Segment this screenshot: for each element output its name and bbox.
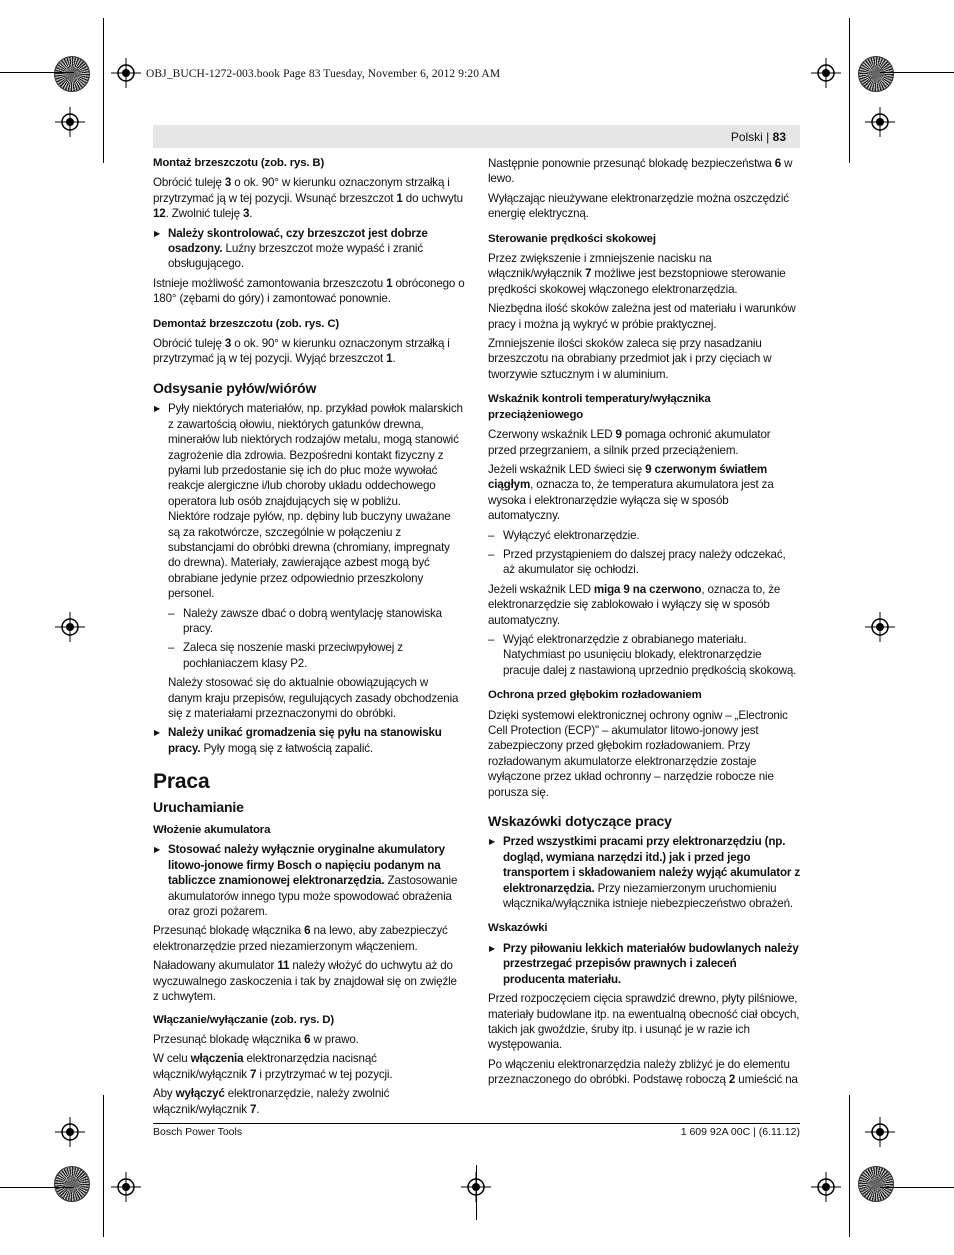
subsection-heading: Wskazówki — [488, 922, 548, 935]
color-wheel-mark — [54, 56, 90, 92]
subsection-heading: Włączanie/wyłączanie (zob. rys. D) — [153, 1013, 335, 1026]
registration-mark-icon — [811, 58, 841, 88]
registration-mark-icon — [865, 612, 895, 642]
crop-line — [880, 1187, 954, 1188]
paragraph: Niektóre rodzaje pyłów, np. dębiny lub buczyny uważane są za rakotwórcze, szczególnie w połączeniu z substancjami do obróbki drewna (chromiany, impregnaty do drewna). Materiały, zawierające azbest mogą być obrabiane jedynie przez odpowiednio przeszkolony personel. — [168, 510, 451, 601]
subsection-heading: Włożenie akumulatora — [153, 824, 271, 837]
paragraph: Obrócić tuleję 3 o ok. 90° w kierunku oznaczonym strzałką i przytrzymać ją w tej pozycji. Wsunąć brzeszczot 1 do uchwytu 12. Zwolnić tuleję 3. — [153, 176, 463, 221]
paragraph: Niezbędna ilość skoków zależna jest od materiału i warunków pracy i można ją wykryć w próbie praktycznej. — [488, 302, 796, 331]
list-item: – Należy zawsze dbać o dobrą wentylację stanowiska pracy. — [168, 606, 465, 637]
section-heading: Wskaźnik kontroli temperatury/wyłącznika przeciążeniowego — [488, 393, 711, 421]
registration-mark-icon — [111, 58, 141, 88]
dash-list — [153, 606, 465, 672]
color-wheel-mark — [858, 56, 894, 92]
registration-mark-icon — [55, 1117, 85, 1147]
paragraph: Istnieje możliwość zamontowania brzeszczotu 1 obróconego o 180° (zębami do góry) i zamontować ponownie. — [153, 276, 465, 306]
paragraph: Aby wyłączyć elektronarzędzie, należy zwolnić włącznik/wyłącznik 7. — [153, 1087, 390, 1116]
book-info: OBJ_BUCH-1272-003.book Page 83 Tuesday, November 6, 2012 9:20 AM — [146, 68, 501, 80]
crop-line — [880, 72, 954, 73]
list-item: – Przed przystąpieniem do dalszej pracy należy odczekać, aż akumulator się ochłodzi. — [488, 547, 800, 578]
paragraph: Czerwony wskaźnik LED 9 pomaga ochronić akumulator przed przegrzaniem, a silnik przed przeciążeniem. — [488, 428, 771, 457]
paragraph: Należy stosować się do aktualnie obowiązujących w danym kraju przepisów, regulujących zasady obchodzenia się z materiałami przeznaczonymi do obróbki. — [168, 676, 459, 720]
paragraph: W celu włączenia elektronarzędzia nacisnąć włącznik/wyłącznik 7 i przytrzymać w tej pozycji. — [153, 1052, 393, 1081]
warning-item: ▶ Przed wszystkimi pracami przy elektronarzędziu (np. dogląd, wymiana narzędzi itd.) jak i przed jego transportem i składowaniem należy wyjąć akumulator z elektronarzędzia. Przy niezamierzonym uruchomieniu włącznika/wyłącznika istnieje niebezpieczeństwo obrażeń. — [488, 834, 800, 911]
header-separator: | — [762, 130, 773, 144]
page-header — [153, 125, 800, 148]
crop-line — [103, 18, 104, 163]
color-wheel-mark — [858, 1166, 894, 1202]
crop-line — [849, 1095, 850, 1237]
right-column — [488, 156, 800, 1092]
registration-mark-icon — [865, 1117, 895, 1147]
registration-mark-icon — [111, 1172, 141, 1202]
chapter-heading: Praca — [153, 770, 210, 794]
list-item: – Wyjąć elektronarzędzie z obrabianego materiału. — [488, 632, 800, 647]
footer-doc-id: 1 609 92A 00C | (6.11.12) — [680, 1126, 800, 1138]
crop-line — [103, 1095, 104, 1237]
language-label: Polski — [730, 130, 763, 144]
section-heading: Sterowanie prędkości skokowej — [488, 232, 656, 245]
section-heading: Uruchamianie — [153, 798, 244, 815]
warning-item: ▶ Pyły niektórych materiałów, np. przykład powłok malarskich z zawartością ołowiu, niektórych gatunków drewna, minerałów lub niektórych rodzajów metalu, mogą stanowić zagrożenie dla zdrowia. Bezpośredni kontakt fizyczny z pyłami lub przedostanie się ich do płuc może wywołać reakcje alergiczne i/lub choroby układu oddechowego operatora lub osób znajdujących się w pobliżu. — [153, 401, 465, 509]
registration-mark-icon — [865, 107, 895, 137]
list-item: – Wyłączyć elektronarzędzie. — [488, 528, 800, 543]
registration-mark-icon — [55, 107, 85, 137]
paragraph: Natychmiast po usunięciu blokady, elektronarzędzie pracuje dalej z nastawioną uprzednio prędkością skokową. — [503, 648, 797, 677]
paragraph: Jeżeli wskaźnik LED miga 9 na czerwono, oznacza to, że elektronarzędzie się zablokowało i wyłączy się w sposób automatyczny. — [488, 582, 781, 627]
registration-mark-icon — [55, 612, 85, 642]
color-wheel-mark — [54, 1166, 90, 1202]
warning-item: ▶ Należy unikać gromadzenia się pyłu na stanowisku pracy. Pyły mogą się z łatwością zapalić. — [153, 725, 465, 756]
paragraph: Dzięki systemowi elektronicznej ochrony ogniw – „Electronic Cell Protection (ECP)" – akumulator litowo-jonowy jest zabezpieczony przed głębokim rozładowaniem. Przy rozładowanym akumulatorze elektronarzędzie zostaje wyłączone przez układ ochronny – narzędzie robocze nie porusza się. — [488, 708, 788, 799]
warning-item: ▶ Należy skontrolować, czy brzeszczot jest dobrze osadzony. Luźny brzeszczot może wypaść i zranić obsługującego. — [153, 226, 465, 272]
page-number: 83 — [772, 130, 786, 144]
crop-line — [849, 18, 850, 163]
section-heading: Demontaż brzeszczotu (zob. rys. C) — [153, 317, 340, 330]
section-heading: Wskazówki dotyczące pracy — [488, 813, 672, 830]
section-heading: Odsysanie pyłów/wiórów — [153, 379, 317, 396]
paragraph: Przesunąć blokadę włącznika 6 w prawo. — [153, 1032, 359, 1046]
left-column — [153, 156, 465, 1121]
page-header-text — [731, 130, 786, 144]
paragraph: Przez zwiększenie i zmniejszenie nacisku na włącznik/wyłącznik 7 możliwe jest bezstopniowe sterowanie prędkości skokowej włączonego elektronarzędzia. — [488, 252, 786, 296]
section-heading: Ochrona przed głębokim rozładowaniem — [488, 689, 702, 702]
paragraph: Obrócić tuleję 3 o ok. 90° w kierunku oznaczonym strzałką i przytrzymać ją w tej pozycji. Wyjąć brzeszczot 1. — [153, 337, 450, 366]
crop-line — [0, 1187, 74, 1188]
crop-line — [0, 72, 74, 73]
paragraph: Przesunąć blokadę włącznika 6 na lewo, aby zabezpieczyć elektronarzędzie przed niezamierzonym włączeniem. — [153, 924, 448, 953]
paragraph: Jeżeli wskaźnik LED świeci się 9 czerwonym światłem ciągłym, oznacza to, że temperatura akumulatora jest za wysoka i elektronarzędzie wyłącza się w sposób automatyczny. — [488, 462, 774, 523]
paragraph: Następnie ponownie przesunąć blokadę bezpieczeństwa 6 w lewo. — [488, 157, 793, 186]
paragraph: Naładowany akumulator 11 należy włożyć do uchwytu aż do wyczuwalnego zaskoczenia i tak by znajdował się on zwięźle z uchwytem. — [153, 959, 457, 1004]
crop-line — [476, 1165, 477, 1220]
registration-mark-icon — [811, 1172, 841, 1202]
paragraph: Po włączeniu elektronarzędzia należy zbliżyć je do elementu przeznaczonego do obróbki. Podstawę roboczą 2 umieścić na — [488, 1057, 798, 1087]
warning-item: ▶ Przy piłowaniu lekkich materiałów budowlanych należy przestrzegać przepisów prawnych i zaleceń producenta materiału. — [488, 941, 800, 987]
paragraph: Zmniejszenie ilości skoków zaleca się przy nasadzaniu brzeszczotu na obrabiany przedmiot jak i przy cięciach w tworzywie sztucznym i w aluminium. — [488, 337, 772, 381]
paragraph: Wyłączając nieużywane elektronarzędzie można oszczędzić energię elektryczną. — [488, 191, 789, 221]
warning-item: ▶ Stosować należy wyłącznie oryginalne akumulatory litowo-jonowe firmy Bosch o napięciu podanym na tabliczce znamionowej elektronarzędzia. Zastosowanie akumulatorów innego typu może spowodować obrażenia oraz grozi pożarem. — [153, 842, 465, 919]
section-heading: Montaż brzeszczotu (zob. rys. B) — [153, 157, 325, 169]
list-item: – Zaleca się noszenie maski przeciwpyłowej z pochłaniaczem klasy P2. — [168, 640, 465, 671]
footer-brand: Bosch Power Tools — [153, 1126, 243, 1138]
paragraph: Przed rozpoczęciem cięcia sprawdzić drewno, płyty pilśniowe, materiały budowlane itp. na ewentualną obecność ciał obcych, takich jak gwoździe, śruby itp. i usunąć je w razie ich występowania. — [488, 992, 800, 1052]
footer-divider — [153, 1123, 800, 1124]
